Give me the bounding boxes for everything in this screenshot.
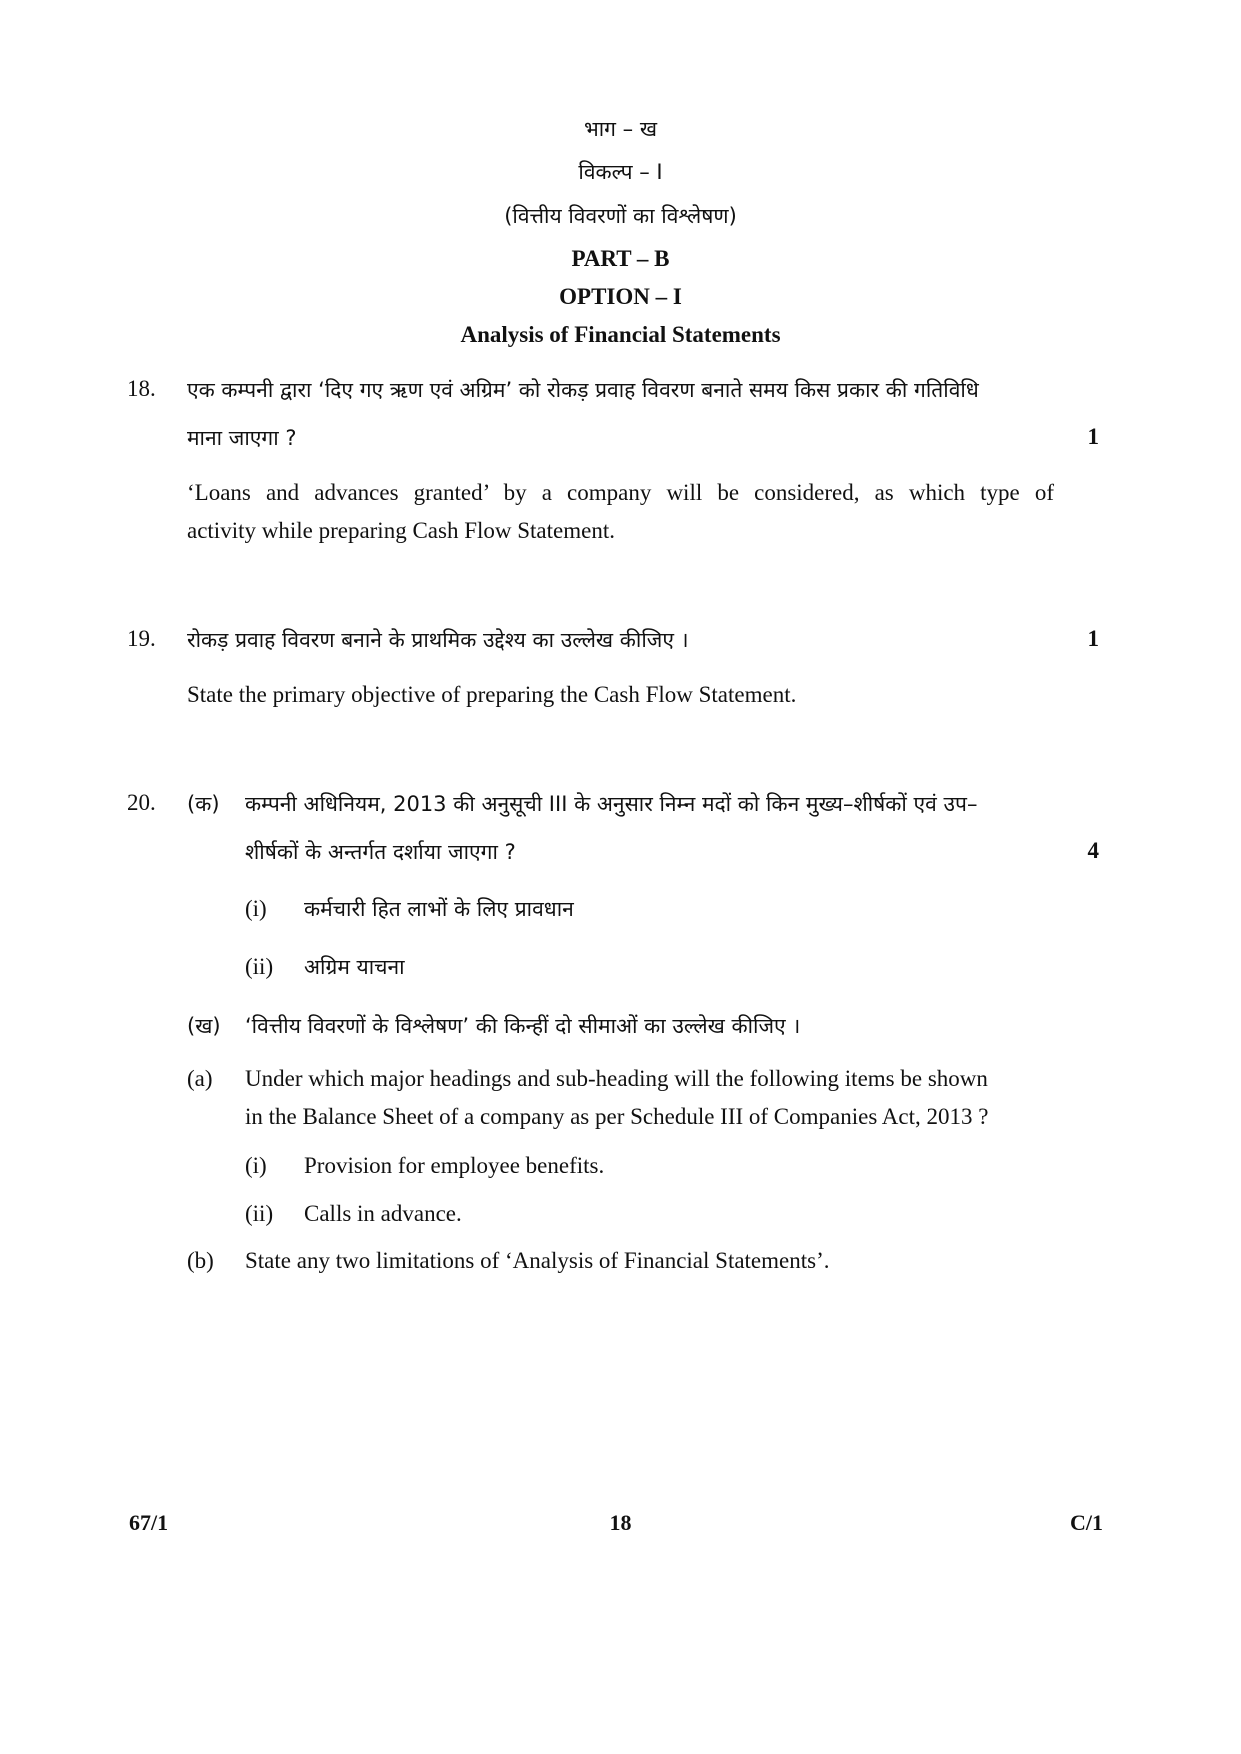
question-19-number: 19. xyxy=(127,626,156,651)
question-20-a-hindi-line1: कम्पनी अधिनियम, 2013 की अनुसूची III के अनुसार निम्न मदों को किन मुख्य–शीर्षकों एवं उप– xyxy=(245,792,978,816)
question-20-a-hindi-line2: शीर्षकों के अन्तर्गत दर्शाया जाएगा ? xyxy=(245,840,516,864)
option-heading: OPTION – I xyxy=(559,284,682,309)
question-20-a-hindi-label: (क) xyxy=(187,792,220,816)
question-18-marks: 1 xyxy=(1087,424,1099,449)
question-20-b-english: State any two limitations of ‘Analysis of Financial Statements’. xyxy=(245,1248,830,1273)
question-18-english-line1: ‘Loans and advances granted’ by a company will be considered, as which type of xyxy=(187,480,1054,505)
question-20-a-hindi-ii: अग्रिम याचना xyxy=(304,955,405,979)
question-20-number: 20. xyxy=(127,790,156,815)
question-20-a-english-ii: Calls in advance. xyxy=(304,1201,462,1226)
question-19-english: State the primary objective of preparing the Cash Flow Statement. xyxy=(187,682,797,707)
question-18-english-line2: activity while preparing Cash Flow Statement. xyxy=(187,518,615,543)
question-20-a-hindi-i-label: (i) xyxy=(245,896,267,921)
question-20-a-english-i-label: (i) xyxy=(245,1153,267,1178)
question-20-a-english-line2: in the Balance Sheet of a company as per Schedule III of Companies Act, 2013 ? xyxy=(245,1104,989,1129)
question-20-a-english-line1: Under which major headings and sub-heading will the following items be shown xyxy=(245,1066,988,1091)
question-20-a-hindi-ii-label: (ii) xyxy=(245,954,274,979)
question-19-marks: 1 xyxy=(1087,626,1099,651)
footer-paper-code: 67/1 xyxy=(129,1510,169,1535)
subject-heading: Analysis of Financial Statements xyxy=(460,322,781,347)
question-20-a-hindi-i: कर्मचारी हित लाभों के लिए प्रावधान xyxy=(304,897,574,921)
question-20-a-english-i: Provision for employee benefits. xyxy=(304,1153,605,1178)
question-20-b-english-label: (b) xyxy=(187,1248,214,1273)
question-18-number: 18. xyxy=(127,376,156,401)
question-20-b-hindi: ‘वित्तीय विवरणों के विश्लेषण’ की किन्हीं दो सीमाओं का उल्लेख कीजिए । xyxy=(245,1014,801,1038)
subject-heading-hindi: (वित्तीय विवरणों का विश्लेषण) xyxy=(504,204,737,228)
question-20-a-english-ii-label: (ii) xyxy=(245,1201,274,1226)
question-18-hindi-line2: माना जाएगा ? xyxy=(187,426,297,450)
footer-set-code: C/1 xyxy=(1070,1510,1103,1535)
part-heading-hindi: भाग – ख xyxy=(583,117,658,141)
question-20-a-english-label: (a) xyxy=(187,1066,213,1091)
question-18-hindi-line1: एक कम्पनी द्वारा ‘दिए गए ऋण एवं अग्रिम’ को रोकड़ प्रवाह विवरण बनाते समय किस प्रकार की गतिविधि xyxy=(187,378,979,402)
option-heading-hindi: विकल्प – I xyxy=(578,160,663,184)
question-20-b-hindi-label: (ख) xyxy=(187,1014,221,1038)
footer-page-number: 18 xyxy=(609,1510,632,1535)
part-heading: PART – B xyxy=(571,246,670,271)
question-20-marks: 4 xyxy=(1087,838,1099,863)
question-19-hindi: रोकड़ प्रवाह विवरण बनाने के प्राथमिक उद्देश्य का उल्लेख कीजिए । xyxy=(187,628,689,652)
